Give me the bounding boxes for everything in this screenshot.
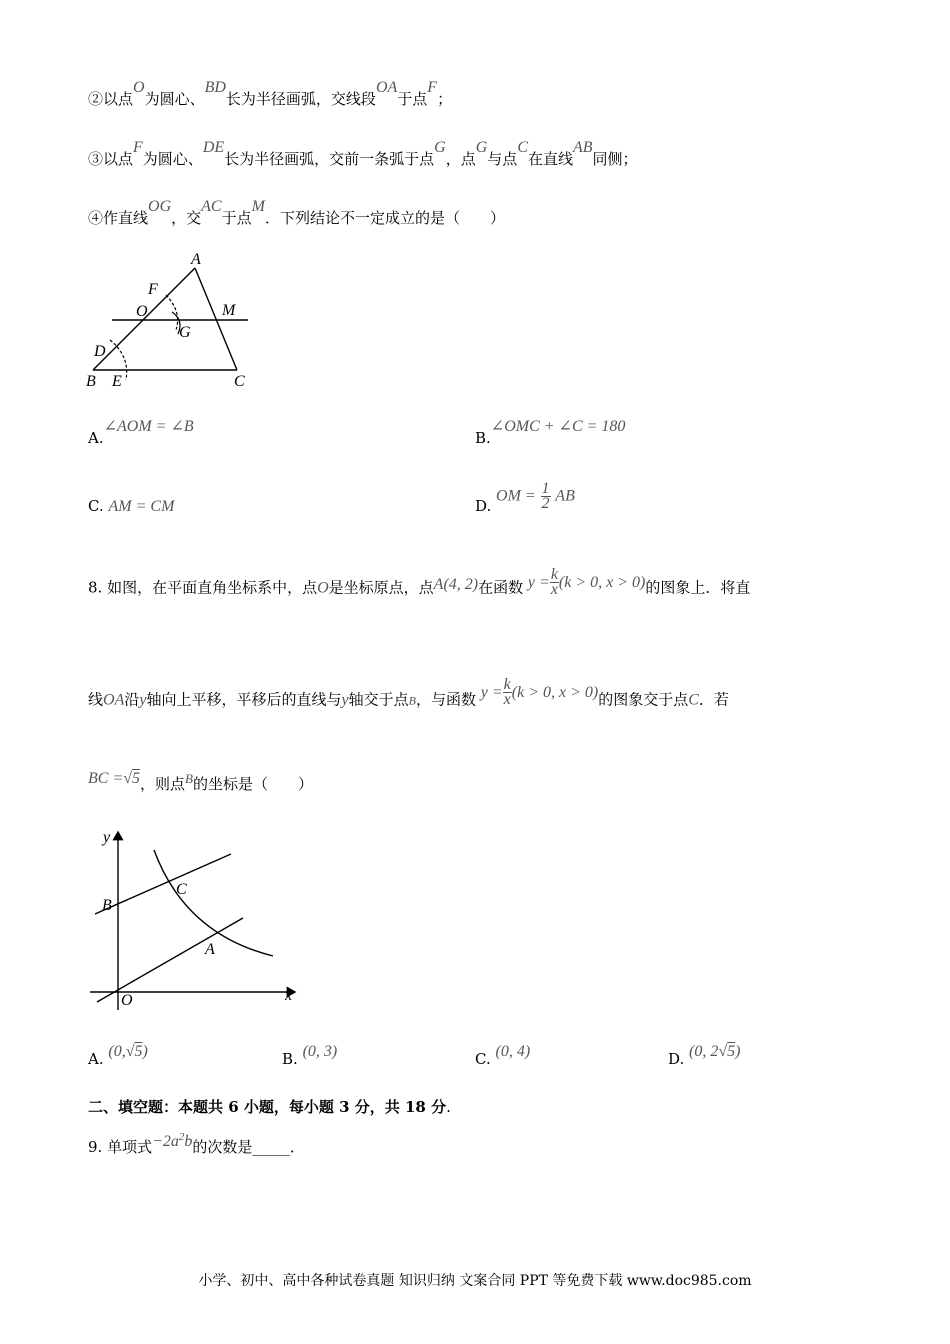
- math-O: O: [133, 79, 145, 96]
- math-AC: AC: [201, 198, 222, 215]
- math-DE: DE: [202, 139, 225, 156]
- q8-line1: 8. 如图，在平面直角坐标系中，点O是坐标原点，点A(4, 2)在函数 y = $\frac{k}{x}$ (k > 0, x > 0)的图象上．将直: [88, 566, 751, 598]
- fraction-k-over-x: $\frac{k}{x}$: [550, 566, 558, 598]
- q7-step3: ③以点F为圆心、DE长为半径画弧，交前一条弧于点G，点G与点C在直线AB同侧；: [88, 139, 638, 168]
- math-AB: AB: [573, 139, 593, 156]
- label-F: F: [148, 281, 158, 298]
- q7-option-c[interactable]: C. AM = CM: [88, 497, 175, 515]
- line-oa: [97, 918, 243, 1002]
- label-C: C: [234, 373, 245, 390]
- label-A: A: [191, 251, 201, 268]
- label-C: C: [176, 881, 187, 898]
- q7-step4: ④作直线OG，交AC于点M．下列结论不一定成立的是（ ）: [88, 198, 505, 227]
- section-2-title: 二、填空题：本题共 6 小题，每小题 3 分，共 18 分.: [88, 1098, 451, 1116]
- q7-step2: ②以点O为圆心、BD长为半径画弧，交线段OA于点F；: [88, 79, 453, 108]
- q8-option-c[interactable]: C. (0, 4): [475, 1043, 531, 1068]
- math-G: G: [475, 139, 488, 156]
- q7-triangle-figure: [80, 248, 260, 396]
- q7-option-b[interactable]: B.∠OMC + ∠C = 180: [475, 418, 626, 447]
- math-OG: OG: [148, 198, 172, 215]
- label-E: E: [112, 373, 122, 390]
- label-O: O: [121, 992, 133, 1009]
- q7-option-d[interactable]: D. OM = $\frac{1}{2}$ AB: [475, 480, 575, 515]
- sqrt-sign: √: [123, 770, 133, 787]
- math-C: C: [517, 139, 528, 156]
- side-ac: [195, 268, 237, 370]
- label-O: O: [136, 303, 148, 320]
- math-M: M: [251, 198, 265, 215]
- q8-line3: BC =√5，则点B的坐标是（ ）: [88, 770, 314, 793]
- label-D: D: [94, 343, 106, 360]
- label-B: B: [102, 897, 112, 914]
- math-F: F: [133, 139, 143, 156]
- q8-option-d[interactable]: D. (0, 2√5): [668, 1043, 741, 1068]
- label-A: A: [205, 941, 215, 958]
- page-footer: 小学、初中、高中各种试卷真题 知识归纳 文案合同 PPT 等免费下载 www.doc985.com: [198, 1273, 752, 1289]
- label-M: M: [222, 302, 236, 319]
- q8-line2: 线OA沿y轴向上平移，平移后的直线与y轴交于点B，与函数 y = $\frac{k}{x}$ (k > 0, x > 0)的图象交于点C．若: [88, 676, 729, 709]
- q9: 9. 单项式$-2a^2b$的次数是_____．: [88, 1131, 305, 1156]
- q8-option-b[interactable]: B. (0, 3): [282, 1043, 338, 1068]
- label-G: G: [179, 324, 191, 341]
- math-OA: OA: [375, 79, 398, 96]
- math-G: G: [434, 139, 446, 156]
- math-F: F: [427, 79, 438, 96]
- label-y: y: [103, 829, 111, 846]
- line-bc: [95, 854, 231, 914]
- label-x: x: [285, 987, 293, 1004]
- q8-option-a[interactable]: A. (0,√5): [88, 1043, 148, 1068]
- fraction-k-over-x-2: $\frac{k}{x}$: [503, 676, 511, 708]
- q8-coordinate-figure: [85, 822, 310, 1012]
- math-BD: BD: [204, 79, 226, 96]
- label-B: B: [86, 373, 96, 390]
- q7-option-a[interactable]: A.∠AOM = ∠B: [88, 418, 194, 447]
- fraction-one-half: $\frac{1}{2}$: [541, 480, 550, 512]
